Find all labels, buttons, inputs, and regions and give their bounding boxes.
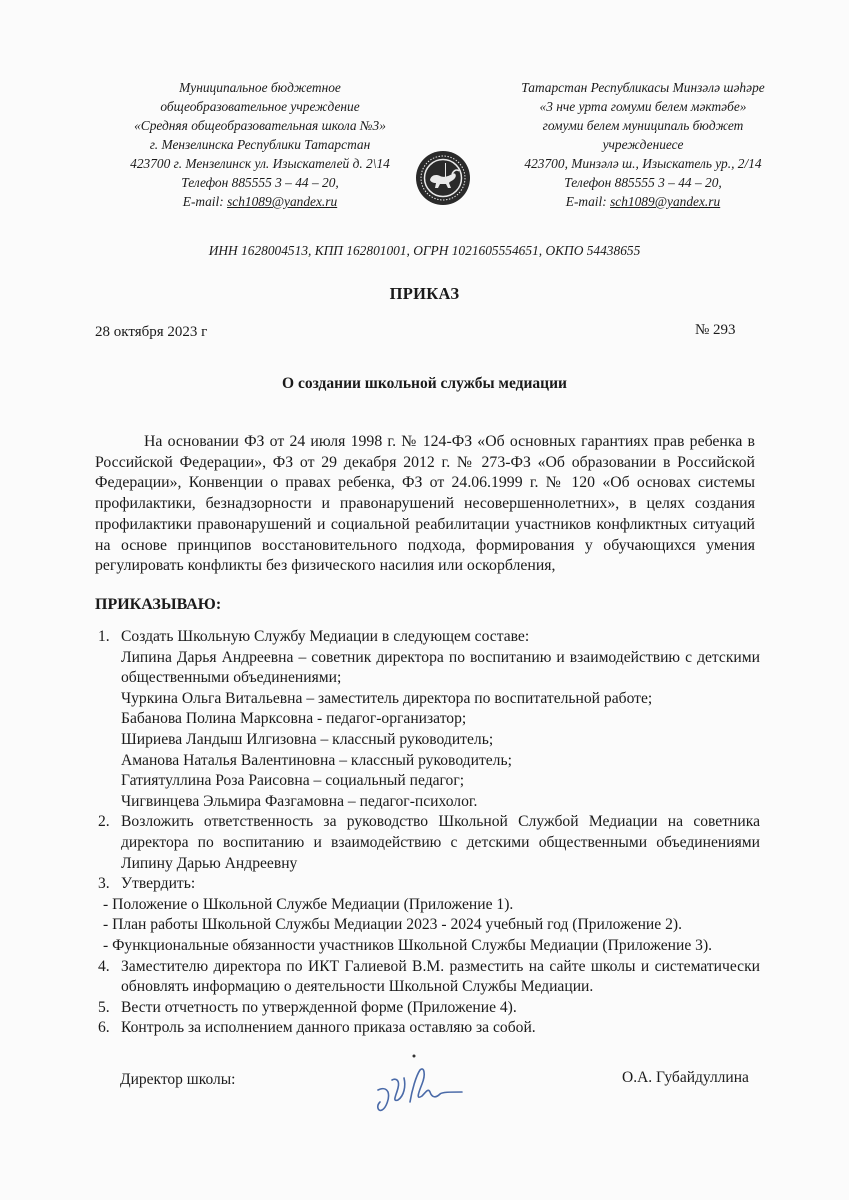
header-line: Телефон 885555 3 – 44 – 20, xyxy=(564,175,722,190)
email-label: E-mail: xyxy=(565,194,611,209)
header-line: 423700, Минзәлә ш., Изыскатель ур., 2/14 xyxy=(524,156,762,171)
organization-requisites: ИНН 1628004513, КПП 162801001, ОГРН 1021605554651, ОКПО 54438655 xyxy=(208,243,641,258)
header-line: «Средняя общеобразовательная школа №3» xyxy=(134,118,386,133)
item-number: 3. xyxy=(98,875,110,893)
email-link[interactable]: sch1089@yandex.ru xyxy=(227,194,338,209)
header-line: Телефон 885555 3 – 44 – 20, xyxy=(181,175,339,190)
header-line: Татарстан Республикасы Минзәлә шәһәре xyxy=(521,80,765,95)
item-text: Утвердить: xyxy=(121,875,196,893)
signatory-name: О.А. Губайдуллина xyxy=(622,1069,749,1086)
handwritten-signature-icon xyxy=(370,1050,470,1120)
document-type-title: ПРИКАЗ xyxy=(389,284,460,303)
order-item xyxy=(95,812,760,874)
header-line: учреждениесе xyxy=(602,137,684,152)
member-entry: Шириева Ландыш Илгизовна – классный руководитель; xyxy=(121,730,494,748)
order-item xyxy=(95,874,760,956)
item-number: 1. xyxy=(98,628,110,645)
header-line: гомуми белем муниципаль бюджет xyxy=(542,118,744,133)
header-left-russian xyxy=(110,78,410,211)
approved-document: - Функциональные обязанности участников Школьной Службы Медиации (Приложение 3). xyxy=(103,936,713,954)
email-link[interactable]: sch1089@yandex.ru xyxy=(610,194,721,209)
tatarstan-emblem-icon xyxy=(415,150,471,206)
approved-document: - Положение о Школьной Службе Медиации (Приложение 1). xyxy=(103,895,514,913)
header-line: Муниципальное бюджетное xyxy=(179,80,341,95)
header-email xyxy=(110,192,410,211)
member-entry: Гатиятуллина Роза Раисовна – социальный педагог; xyxy=(121,772,465,790)
header-line: г. Мензелинска Республики Татарстан xyxy=(149,137,371,152)
item-text: Вести отчетность по утвержденной форме (Приложение 4). xyxy=(121,998,517,1016)
signatory-title: Директор школы: xyxy=(120,1071,236,1088)
item-text: Возложить ответственность за руководство Школьной Службой Медиации на советника директора по воспитанию и взаимодействию с детскими общественными объединениями Липину Дарью Андреевну xyxy=(121,813,760,872)
member-entry: Липина Дарья Андреевна – советник директора по воспитанию и взаимодействию с детскими общественными объединениями; xyxy=(121,648,760,687)
document-number: № 293 xyxy=(695,322,736,338)
member-entry: Чигвинцева Эльмира Фазгамовна – педагог-психолог. xyxy=(121,792,478,810)
document-date: 28 октября 2023 г xyxy=(95,324,208,340)
header-line: общеобразовательное учреждение xyxy=(160,99,360,114)
order-item xyxy=(95,627,760,812)
order-items-list xyxy=(95,627,760,1039)
order-item xyxy=(95,957,760,998)
item-number: 6. xyxy=(98,1019,110,1037)
email-label: E-mail: xyxy=(182,194,228,209)
order-item xyxy=(95,998,760,1019)
header-line: «3 нче урта гомуми белем мәктәбе» xyxy=(539,99,747,114)
preamble-paragraph: На основании ФЗ от 24 июля 1998 г. № 124-ФЗ «Об основных гарантиях прав ребенка в Российской Федерации», ФЗ от 29 декабря 2012 г. № 273-ФЗ «Об образовании в Российской Федерации», Конвенции о правах ребенка, ФЗ от 24.06.1999 г. № 120 «Об основах системы профилактики, безнадзорности и правонарушений несовершеннолетних», в целях создания профилактики правонарушений и социальной реабилитации участников конфликтных ситуаций на основе принципов восстановительного подхода, формирования у обучающихся умения регулировать конфликты без физического насилия или оскорбления, xyxy=(95,433,755,575)
document-subject: О создании школьной службы медиации xyxy=(282,375,567,392)
header-right-tatar xyxy=(488,78,798,211)
item-number: 5. xyxy=(98,998,110,1016)
item-number: 4. xyxy=(98,957,110,975)
item-text: Заместителю директора по ИКТ Галиевой В.М. разместить на сайте школы и систематически обновлять информацию о деятельности Школьной Службы Медиации. xyxy=(121,957,760,996)
member-entry: Бабанова Полина Марксовна - педагог-организатор; xyxy=(121,710,467,728)
approved-document: - План работы Школьной Службы Медиации 2023 - 2024 учебный год (Приложение 2). xyxy=(103,916,682,934)
member-entry: Чуркина Ольга Витальевна – заместитель директора по воспитательной работе; xyxy=(121,689,653,707)
item-text: Контроль за исполнением данного приказа оставляю за собой. xyxy=(121,1019,536,1037)
item-number: 2. xyxy=(98,813,110,831)
order-item xyxy=(95,1018,760,1039)
header-line: 423700 г. Мензелинск ул. Изыскателей д. 2\14 xyxy=(130,156,390,171)
item-text: Создать Школьную Службу Медиации в следующем составе: xyxy=(121,628,530,645)
header-email xyxy=(488,192,798,211)
member-entry: Аманова Наталья Валентиновна – классный руководитель; xyxy=(121,751,512,769)
order-directive-heading: ПРИКАЗЫВАЮ: xyxy=(95,596,222,613)
